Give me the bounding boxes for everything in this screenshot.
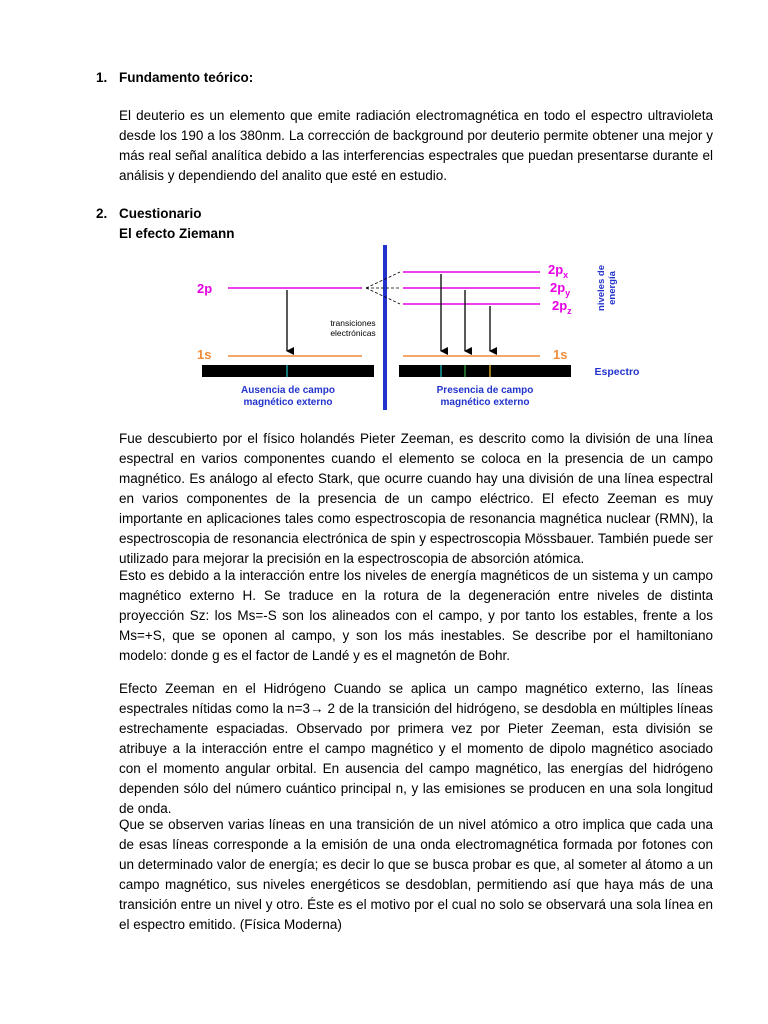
level-1s-left-label: 1s xyxy=(197,347,212,362)
section-1-title: Fundamento teórico: xyxy=(119,70,254,85)
level-1s-right-label: 1s xyxy=(553,347,568,362)
paragraph-spectral-lines: Que se observen varias líneas en una transición de un nivel atómico a otro implica que cada una de esas líneas corresponde a la emisión de una onda electromagnética formada por fotones con un determinado valor de energía; es decir lo que se busca probar es que, al someter al átomo a un campo magnético, sus niveles energéticos se desdoblan, permitiendo así que haya más de una transición entre un nivel y otro. Éste es el motivo por el cual no solo se observará una sola línea en el espectro emitido. (Física Moderna) xyxy=(119,817,713,932)
section-2-title: Cuestionario xyxy=(119,206,202,221)
paragraph-zeeman-description: Fue descubierto por el físico holandés Pieter Zeeman, es descrito como la división de una línea espectral en varios componentes cuando el elemento se coloca en la presencia de un campo magnético. Es análogo al efecto Stark, que ocurre cuando hay una división de una línea espectral en varios componentes de la presencia de un campo eléctrico. El efecto Zeeman es muy importante en aplicaciones tales como espectroscopia de resonancia magnética nuclear (RMN), la espectroscopia de resonancia electrónica de spin y espectroscopia Mössbauer. También puede ser utilizado para mejorar la precisión en la espectroscopia de absorción atómica. xyxy=(119,431,713,566)
section-1-heading xyxy=(0,70,768,90)
section-2-subtitle: El efecto Ziemann xyxy=(119,226,235,241)
energy-label-line1: niveles de xyxy=(596,265,607,311)
section-2-heading xyxy=(0,206,768,226)
presence-label-line2: magnético externo xyxy=(440,397,530,408)
energy-levels-label xyxy=(596,265,618,311)
paragraph-hydrogen: Efecto Zeeman en el Hidrógeno Cuando se aplica un campo magnético externo, las líneas espectrales nítidas como la n=3→ 2 de la transición del hidrógeno, se desdobla en múltiples líneas estrechamente espaciadas. Observado por primera vez por Pieter Zeeman, esta división se atribuye a la interacción entre el campo magnético y el momento de dipolo magnético asociado con el momento angular orbital. En ausencia del campo magnético, las energías del hidrógeno dependen sólo del número cuántico principal n, y las emisiones se producen en una sola longitud de onda. xyxy=(119,681,713,816)
spectrum-label: Espectro xyxy=(594,366,640,378)
level-2pz-label: $2p_z$ xyxy=(552,298,572,316)
transitions-label-line1: transiciones xyxy=(330,318,376,328)
absence-label-line1: Ausencia de campo xyxy=(241,385,335,396)
level-2py-label: $2p_y$ xyxy=(550,280,571,298)
absence-label-line2: magnético externo xyxy=(243,397,333,408)
presence-label-line1: Presencia de campo xyxy=(436,385,534,396)
transitions-label-line2: electrónicas xyxy=(330,328,376,338)
level-2px-label: $2p_x$ xyxy=(548,262,569,280)
section-1-paragraph: El deuterio es un elemento que emite radiación electromagnética en todo el espectro ultravioleta desde los 190 a los 380nm. La corrección de background por deuterio permite obtener una mejor y más real señal analítica debido a las interferencias espectrales que puedan presentarse durante el análisis y dependiendo del analito que esté en estudio. xyxy=(119,108,713,183)
energy-label-line2: energía xyxy=(607,271,618,305)
spectrum-bar-presence xyxy=(399,365,571,377)
section-2-number: 2. xyxy=(96,206,108,221)
level-2p-label: 2p xyxy=(197,281,213,296)
section-1-number: 1. xyxy=(96,70,108,85)
zeeman-effect-diagram xyxy=(190,240,640,415)
spectrum-bar-absence xyxy=(202,365,374,377)
paragraph-energy-levels: Esto es debido a la interacción entre los niveles de energía magnéticos de un sistema y un campo magnético externo H. Se traduce en la rotura de la degeneración entre niveles de distinta proyección Sz: los Ms=-S son los alineados con el campo, y por tanto los estables, frente a los Ms=+S, que se oponen al campo, y son los más inestables. Se describe por el hamiltoniano modelo: donde g es el factor de Landé y es el magnetón de Bohr. xyxy=(119,568,713,663)
